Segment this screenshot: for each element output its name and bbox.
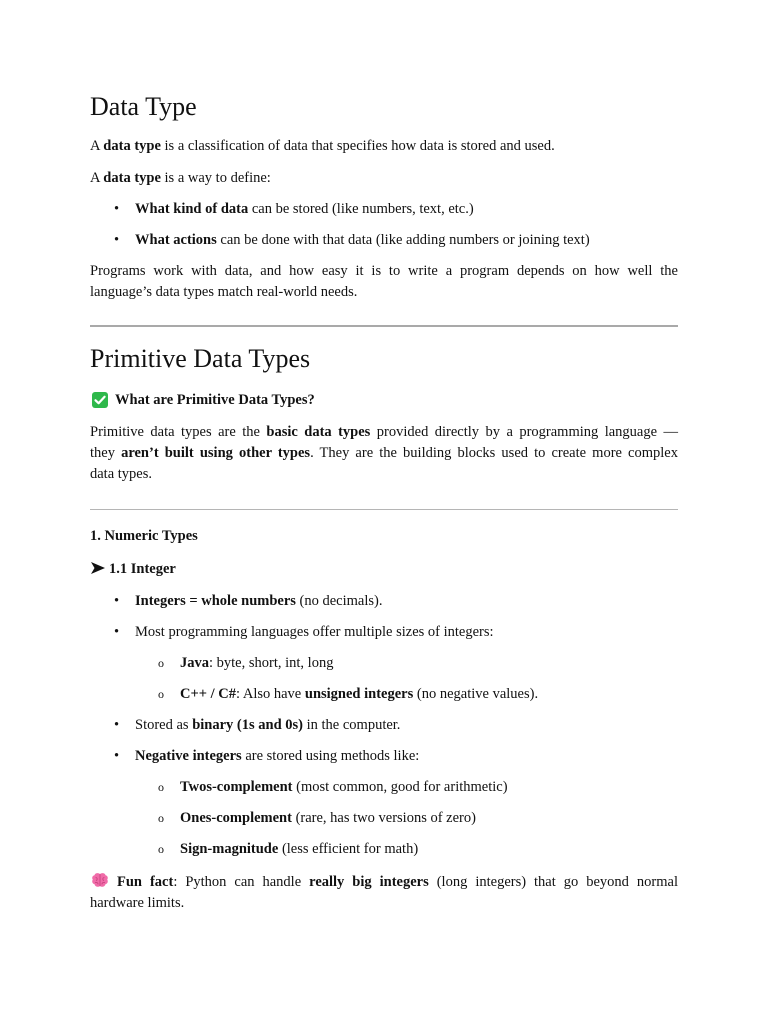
sub-bullet-circle: o [158, 842, 164, 856]
heading-data-type: Data Type [90, 92, 197, 121]
paragraph-primitive-line3: data types. [90, 466, 153, 482]
list-item: Integers = whole numbers (no decimals). [135, 593, 383, 609]
bullet-dot: • [114, 748, 120, 764]
sub-list-item: Sign-magnitude (less efficient for math) [180, 841, 419, 857]
sub-bullet-circle: o [158, 811, 164, 825]
list-item: Most programming languages offer multiple sizes of integers: [135, 624, 494, 640]
paragraph-fun-fact-line1: Fun fact: Python can handle really big integers (long integers) that go beyond normal [117, 874, 678, 890]
bullet-dot: • [114, 232, 120, 248]
subheading-integer: 1.1 Integer [109, 561, 176, 577]
list-item: What actions can be done with that data (like adding numbers or joining text) [135, 232, 590, 248]
arrow-right-icon [90, 561, 106, 579]
bullet-dot: • [114, 624, 120, 640]
section-divider [90, 509, 678, 510]
sub-list-item: Twos-complement (most common, good for arithmetic) [180, 779, 508, 795]
brain-icon [91, 872, 109, 894]
paragraph-definition: A data type is a classification of data that specifies how data is stored and used. [90, 138, 555, 154]
sub-list-item: C++ / C#: Also have unsigned integers (no negative values). [180, 686, 539, 702]
sub-bullet-circle: o [158, 687, 164, 701]
paragraph-primitive-line1: Primitive data types are the basic data types provided directly by a programming language — [90, 424, 678, 440]
heading-primitive-data-types: Primitive Data Types [90, 344, 311, 373]
paragraph-programs-line1: Programs work with data, and how easy it is to write a program depends on how well the [90, 263, 678, 279]
list-item: Stored as binary (1s and 0s) in the computer. [135, 717, 401, 733]
paragraph-programs-line2: language’s data types match real-world needs. [90, 284, 358, 300]
paragraph-way-to-define: A data type is a way to define: [90, 170, 271, 186]
paragraph-primitive-line2: they aren’t built using other types. They are the building blocks used to create more complex [90, 445, 678, 461]
section-divider [90, 325, 678, 327]
list-item: Negative integers are stored using methods like: [135, 748, 420, 764]
subheading-what-are-primitive: What are Primitive Data Types? [115, 392, 315, 408]
list-item: What kind of data can be stored (like numbers, text, etc.) [135, 201, 474, 217]
sub-list-item: Ones-complement (rare, has two versions of zero) [180, 810, 476, 826]
bullet-dot: • [114, 717, 120, 733]
sub-bullet-circle: o [158, 656, 164, 670]
heading-numeric-types: 1. Numeric Types [90, 528, 198, 544]
bullet-dot: • [114, 593, 120, 609]
sub-bullet-circle: o [158, 780, 164, 794]
sub-list-item: Java: byte, short, int, long [180, 655, 334, 671]
bullet-dot: • [114, 201, 120, 217]
check-mark-button-icon [92, 392, 108, 408]
paragraph-fun-fact-line2: hardware limits. [90, 895, 185, 911]
